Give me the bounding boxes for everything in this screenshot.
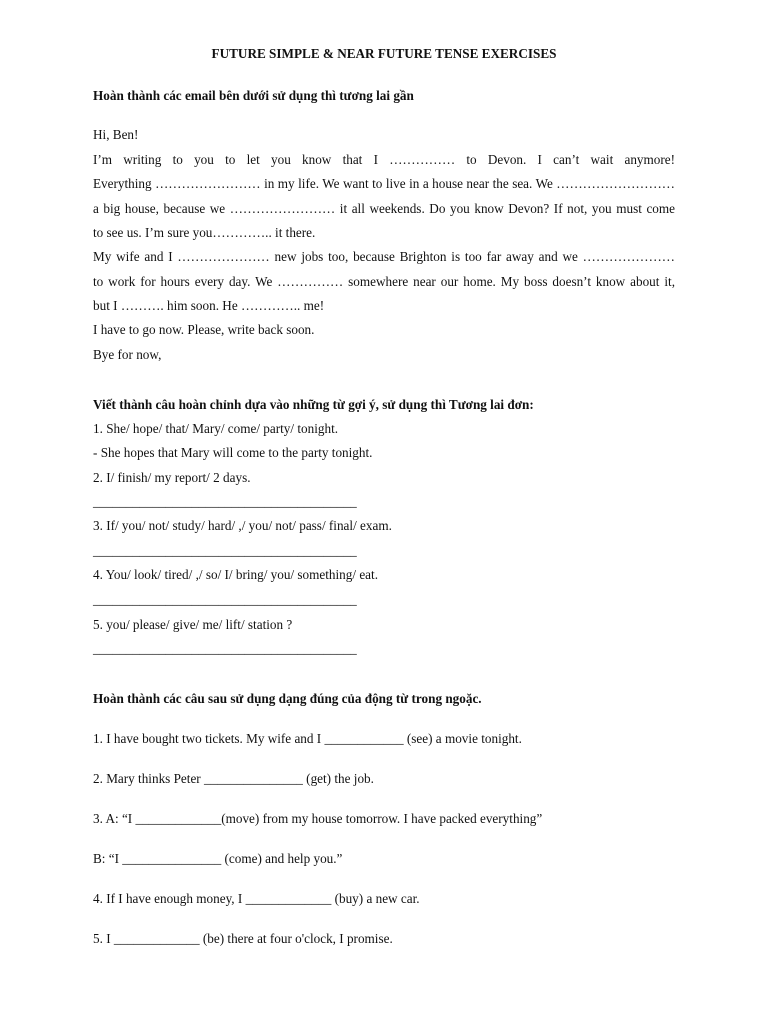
exercise-prompt: 2. I/ finish/ my report/ 2 days.	[93, 470, 251, 485]
email-line: I have to go now. Please, write back soon.	[93, 322, 315, 337]
answer-blank-line: ________________________________________	[93, 543, 357, 558]
answer-blank-line: ________________________________________	[93, 641, 357, 656]
exercise-item: 3. A: “I _____________(move) from my house tomorrow. I have packed everything”	[93, 811, 543, 826]
answer-blank-line: ________________________________________	[93, 494, 357, 509]
email-line: to work for hours every day. We …………… somewhere near our home. My boss doesn’t know about it,	[93, 274, 675, 289]
page-title: FUTURE SIMPLE & NEAR FUTURE TENSE EXERCISES	[211, 46, 557, 61]
exercise-item: 4. If I have enough money, I _____________ (buy) a new car.	[93, 891, 420, 906]
email-line: but I ………. him soon. He ………….. me!	[93, 298, 325, 313]
exercise-prompt: 3. If/ you/ not/ study/ hard/ ,/ you/ not/ pass/ final/ exam.	[93, 518, 392, 533]
email-line: a big house, because we …………………… it all weekends. Do you know Devon? If not, you must come	[93, 201, 675, 216]
email-line: I’m writing to you to let you know that I …………… to Devon. I can’t wait anymore!	[93, 152, 675, 167]
email-line: Everything …………………… in my life. We want to live in a house near the sea. We ………………………	[93, 176, 675, 191]
section-heading-verb-forms: Hoàn thành các câu sau sử dụng dạng đúng của động từ trong ngoặc.	[93, 691, 482, 706]
exercise-item: 5. I _____________ (be) there at four o'clock, I promise.	[93, 931, 393, 946]
answer-blank-line: ________________________________________	[93, 592, 357, 607]
email-line: Hi, Ben!	[93, 127, 139, 142]
email-line: Bye for now,	[93, 347, 162, 362]
exercise-example-answer: - She hopes that Mary will come to the party tonight.	[93, 445, 373, 460]
section-heading-email: Hoàn thành các email bên dưới sử dụng thì tương lai gần	[93, 88, 414, 103]
email-line: My wife and I ………………… new jobs too, because Brighton is too far away and we …………………	[93, 249, 675, 264]
exercise-item: 1. I have bought two tickets. My wife and I ____________ (see) a movie tonight.	[93, 731, 522, 746]
exercise-prompt: 5. you/ please/ give/ me/ lift/ station ?	[93, 617, 293, 632]
email-line: to see us. I’m sure you………….. it there.	[93, 225, 316, 240]
exercise-prompt: 4. You/ look/ tired/ ,/ so/ I/ bring/ you/ something/ eat.	[93, 567, 378, 582]
section-heading-future-simple: Viết thành câu hoàn chỉnh dựa vào những từ gợi ý, sử dụng thì Tương lai đơn:	[93, 397, 534, 412]
exercise-prompt: 1. She/ hope/ that/ Mary/ come/ party/ tonight.	[93, 421, 339, 436]
exercise-item: 2. Mary thinks Peter _______________ (get) the job.	[93, 771, 374, 786]
exercise-item: B: “I _______________ (come) and help you.”	[93, 851, 343, 866]
